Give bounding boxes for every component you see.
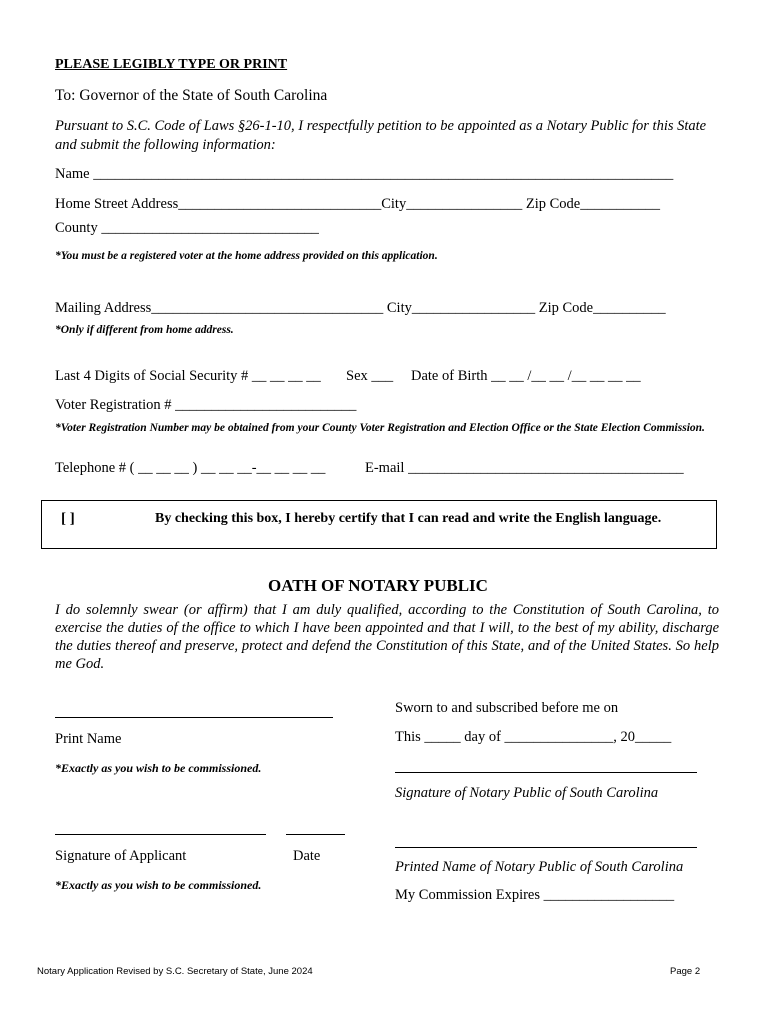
voter-note: *You must be a registered voter at the home address provided on this application. (55, 250, 438, 262)
oath-text: I do solemnly swear (or affirm) that I am duly qualified, according to the Constitution of South Carolina, to exercise the duties of the office to which I have been appointed and that I will, to the best of my ability, discharge the duties thereof and preserve, protect and defend the Constitution of this State, and of the United States. So help me God. (55, 602, 719, 672)
county-field[interactable]: County ______________________________ (55, 220, 319, 236)
page-heading: PLEASE LEGIBLY TYPE OR PRINT (55, 57, 288, 72)
name-field[interactable]: Name ________________________________________________________________________________ (55, 166, 674, 182)
notary-signature-label: Signature of Notary Public of South Carolina (395, 785, 659, 801)
commission-expires-field[interactable]: My Commission Expires __________________ (395, 887, 675, 903)
addressee-line: To: Governor of the State of South Carolina (55, 87, 328, 104)
mailing-note: *Only if different from home address. (55, 324, 234, 336)
ssn-field[interactable]: Last 4 Digits of Social Security # __ __ __ __ (55, 368, 321, 384)
notary-printed-name-line[interactable] (395, 847, 697, 848)
mailing-address-field[interactable]: Mailing Address________________________________ City_________________ Zip Code__________ (55, 300, 666, 316)
notary-signature-line[interactable] (395, 772, 697, 773)
home-address-field[interactable]: Home Street Address____________________________City________________ Zip Code___________ (55, 196, 660, 212)
applicant-signature-line[interactable] (55, 834, 266, 835)
email-field[interactable]: E-mail ______________________________________ (365, 460, 684, 476)
dob-field[interactable]: Date of Birth __ __ /__ __ /__ __ __ __ (411, 368, 641, 384)
english-certify-checkbox[interactable]: [ ] (61, 511, 75, 527)
voter-registration-field[interactable]: Voter Registration # _________________________ (55, 397, 357, 413)
notary-printed-name-label: Printed Name of Notary Public of South Carolina (395, 859, 684, 875)
sex-field[interactable]: Sex ___ (346, 368, 394, 384)
certification-box (41, 500, 717, 549)
date-line[interactable] (286, 834, 345, 835)
exactly-note-signature: *Exactly as you wish to be commissioned. (55, 878, 262, 892)
this-day-field[interactable]: This _____ day of _______________, 20_____ (395, 729, 672, 745)
sworn-line: Sworn to and subscribed before me on (395, 700, 619, 716)
certification-text: By checking this box, I hereby certify that I can read and write the English language. (155, 511, 662, 526)
page-number: Page 2 (670, 966, 701, 977)
footer-revision: Notary Application Revised by S.C. Secretary of State, June 2024 (37, 966, 313, 977)
print-name-label: Print Name (55, 731, 122, 747)
signature-applicant-label: Signature of Applicant (55, 848, 187, 864)
print-name-line[interactable] (55, 717, 333, 718)
voter-registration-note: *Voter Registration Number may be obtained from your County Voter Registration and Election Office or the State Election Commission. (55, 422, 705, 434)
exactly-note-print-name: *Exactly as you wish to be commissioned. (55, 761, 262, 775)
intro-paragraph: Pursuant to S.C. Code of Laws §26-1-10, I respectfully petition to be appointed as a Notary Public for this State and submit the following information: (55, 118, 707, 153)
oath-title: OATH OF NOTARY PUBLIC (268, 576, 488, 595)
telephone-field[interactable]: Telephone # ( __ __ __ ) __ __ __-__ __ __ __ (55, 460, 326, 476)
date-label: Date (293, 848, 321, 864)
